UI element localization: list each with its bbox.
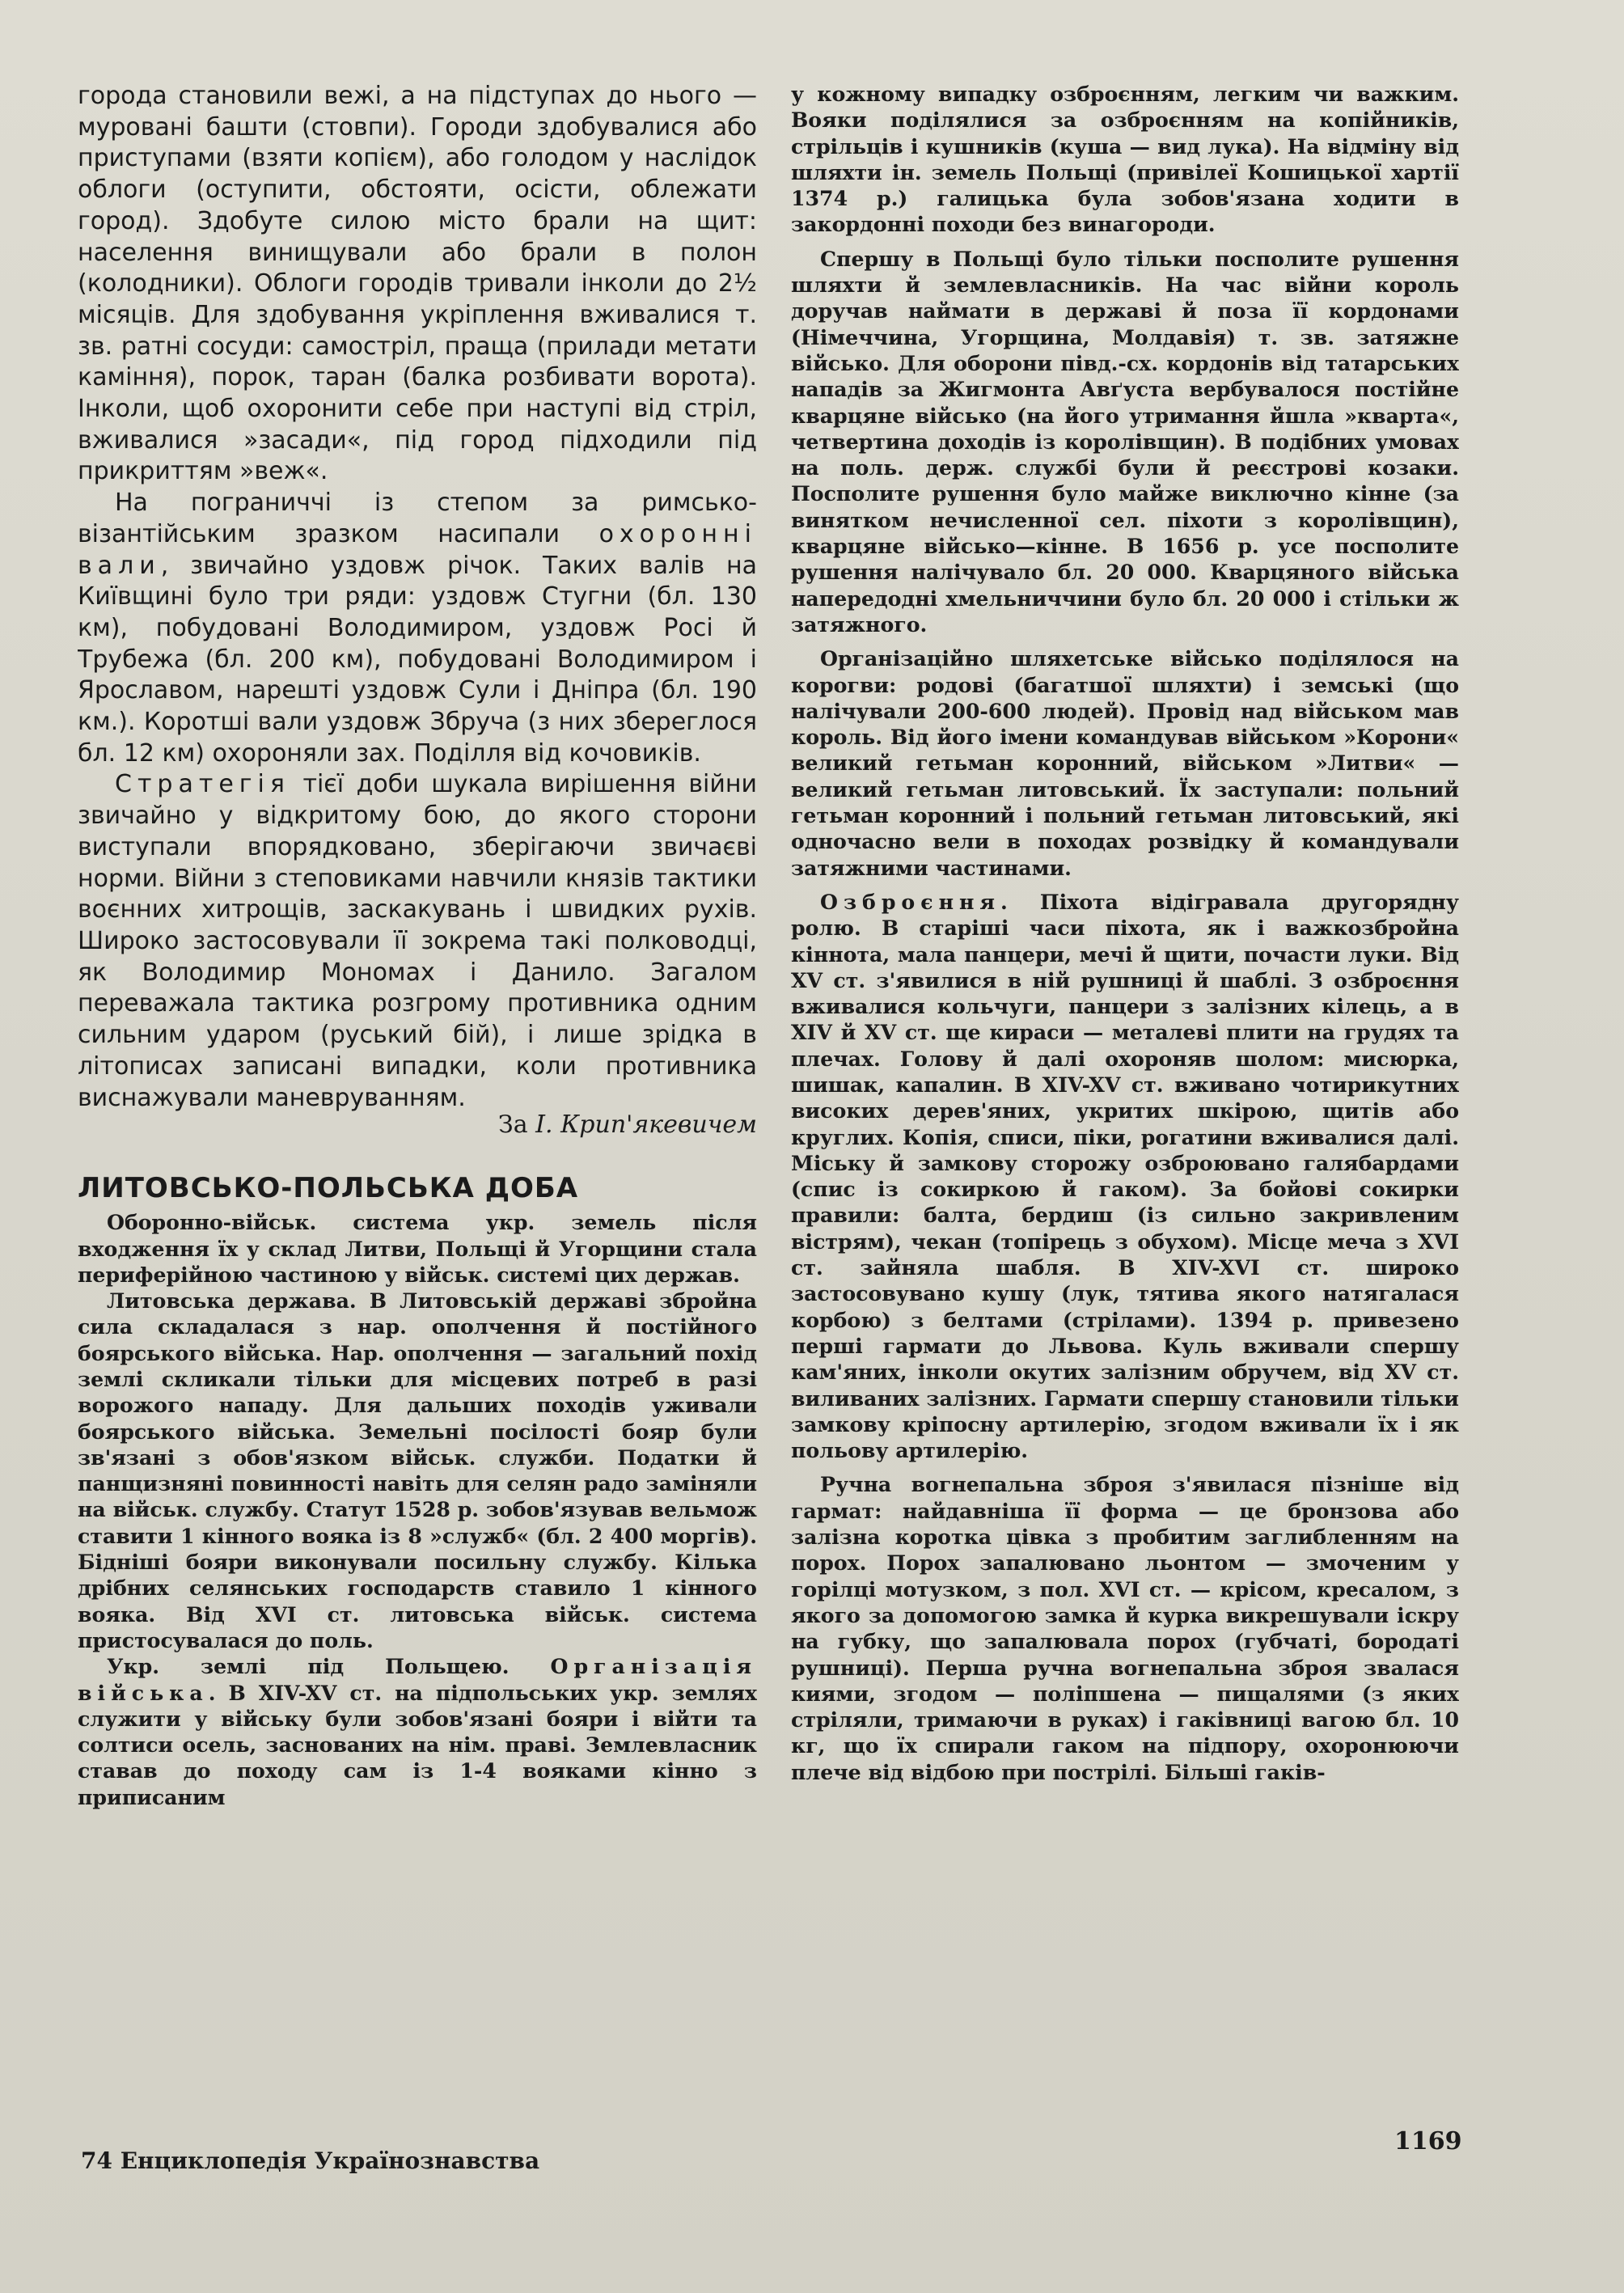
spaced-term: Стратегія: [115, 770, 290, 799]
paragraph: [791, 889, 1459, 1464]
spaced-term: охоронні вали: [78, 519, 757, 580]
paragraph: Литовська держава. В Литовській державі збройна сила складалася з нар. ополчення й постійного боярського війська. Нар. ополчення — загальний похід землі скликали тільки для місцевих потреб в разі ворожого нападу. Для дальших походів уживали боярського війська. Земельні посілості бояр були зв'язані з обов'язком військ. служби. Податки й панщизняні повинності навіть для селян радо заміняли на військ. службу. Статут 1528 р. зобов'язував вельмож ставити 1 кінного вояка із 8 »служб« (бл. 2 400 моргів). Бідніші бояри виконували посильну службу. Кілька дрібних селянських господарств ставило 1 кінного вояка. Від XVI ст. литовська військ. система пристосувалася до поль.: [78, 1288, 757, 1652]
spaced-term: Організація війська: [78, 1654, 757, 1705]
paragraph: у кожному випадку озброєнням, легким чи важким. Вояки поділялися за озброєнням на копійників, стрільців і кушників (куша — вид лука). На відміну від шляхти ін. земель Польщі (привілеї Кошицької хартії 1374 р.) галицька була зобов'язана ходити в закордонні походи без винагороди.: [791, 82, 1459, 237]
attribution: [78, 1109, 757, 1141]
paragraph: Оборонно-військ. система укр. земель після входження їх у склад Литви, Польщі й Угорщини стала периферійною частиною у військ. системі цих держав.: [78, 1210, 757, 1287]
small-text-block: [78, 1209, 757, 1810]
paragraph: [78, 488, 757, 769]
paragraph: Організаційно шляхетське військо поділялося на корогви: родові (багатшої шляхти) і земські (що налічували 200-600 людей). Провід над військом мав король. Від його імени командував військом »Корони« великий гетьман коронний, військом »Литви« — великий гетьман литовський. Їх заступали: польний гетьман коронний і польний гетьман литовський, які одночасно вели в походах розвідку й командували затяжними частинами.: [791, 646, 1459, 880]
paragraph: [78, 769, 757, 1114]
paragraph-text: тієї доби шукала вирішення війни звичайно у відкритому бою, до якого сторони виступали впорядковано, зберігаючи звичаєві норми. Війни з степовиками навчили князів тактики воєнних хитрощів, заскакувань і швидких рухів. Широко застосовували її зокрема такі полководці, як Володимир Мономах і Данило. Загалом переважала тактика розгрому противника одним сильним ударом (руський бій), і лише зрідка в літописах записані випадки, коли противника виснажували маневруванням.: [78, 770, 757, 1112]
attribution-prefix: За: [498, 1111, 536, 1140]
paragraph-text: . В XIV-XV ст. на підпольських укр. землях служити у війську були зобов'язані бояри і війти та солтиси осель, заснованих на нім. праві. Землевласник ставав до походу сам із 1-4 вояками кінно з приписаним: [78, 1680, 757, 1809]
section-title: ЛИТОВСЬКО-ПОЛЬСЬКА ДОБА: [78, 1172, 579, 1205]
spaced-term: Озброєння: [820, 889, 1001, 914]
page-number: 1169: [1394, 2127, 1462, 2156]
paragraph-text: , звичайно уздовж річок. Таких валів на Київщині було три ряди: уздовж Стугни (бл. 130 км), побудовані Володимиром, уздовж Росі й Трубежа (бл. 200 км), побудовані Володимиром і Ярославом, нарешті уздовж Сули і Дніпра (бл. 190 км.). Коротші вали уздовж Збруча (з них збереглося бл. 12 км) охороняли зах. Поділля від кочовиків.: [78, 551, 757, 768]
footer-signature: 74 Енциклопедія Українознавства: [81, 2147, 540, 2174]
paragraph-text: На пограниччі із степом за римсько-візантійським зразком насипали: [78, 489, 757, 548]
right-column: [791, 81, 1459, 1785]
paragraph-text: Укр. землі під Польщею.: [107, 1654, 551, 1679]
paragraph: Спершу в Польщі було тільки посполите рушення шляхти й землевласників. На час війни король доручав наймати в державі й поза її кордонами (Німеччина, Угорщина, Молдавія) т. зв. затяжне військо. Для оборони півд.-сх. кордонів від татарських нападів за Жигмонта Авґуста вербувалося постійне кварцяне військо (на його утримання йшла »кварта«, четвертина доходів із королівщин). В подібних умовах на поль. держ. службі були й реєстрові козаки. Посполите рушення було майже виключно кінне (за винятком нечисленної сел. піхоти з королівщин), кварцяне військо—кінне. В 1656 р. усе посполите рушення налічувало бл. 20 000. Кварцяного війська напередодні хмельниччини було бл. 20 000 і стільки ж затяжного.: [791, 246, 1459, 637]
paragraph: [78, 1653, 757, 1810]
paragraph: Ручна вогнепальна зброя з'явилася пізніше від гармат: найдавніша її форма — це бронзова або залізна коротка цівка з пробитим заглибленням на порох. Порох запалювано льонтом — змоченим у горілці мотузком, з пол. XVI ст. — крісом, кресалом, з якого за допомогою замка й курка викрешували іскру на губку, що запалювала порох (губчаті, бородаті рушниці). Перша ручна вогнепальна зброя звалася киями, згодом — поліпшена — пищалями (з яких стріляли, тримаючи в руках) і гаківниці вагою бл. 10 кг, що їх спирали гаком на підпору, охоронюючи плече від відбою при пострілі. Більші гаків-: [791, 1472, 1459, 1784]
small-text-block: [791, 81, 1459, 1785]
attribution-author: І. Крип'якевичем: [535, 1111, 757, 1140]
left-column: [78, 81, 757, 1810]
paragraph-text: . Піхота відігравала другорядну ролю. В старіші часи піхота, як і важкозбройна кіннота, мала панцери, мечі й щити, почасти луки. Від XV ст. з'явилися в ній рушниці й шаблі. З озброєння вживалися кольчуги, панцери з залізних кілець, а в XIV й XV ст. ще кираси — металеві плити на грудях та плечах. Голову й далі охороняв шолом: мисюрка, шишак, капалин. В XIV-XV ст. вживано чотирикутних високих дерев'яних, укритих шкірою, щитів або круглих. Копія, списи, піки, рогатини вживалися далі. Міську й замкову сторожу озброювано галябардами (спис із сокиркою й гаком). За бойові сокирки правили: балта, бердиш (із сильно закривленим вістрям), чекан (топірець з обухом). Місце меча з XVI ст. зайняла шабля. В XIV-XVI ст. широко застосовувано кушу (лук, тятива якого натягалася корбою) з белтами (стрілами). 1394 р. привезено перші гармати до Львова. Куль вживали спершу кам'яних, інколи окутих залізним обручем, від XV ст. виливаних залізних. Гармати спершу становили тільки замкову кріпосну артилерію, згодом вживали їх і як польову артилерію.: [791, 889, 1459, 1463]
paragraph: города становили вежі, а на підступах до нього — муровані башти (стовпи). Городи здобувалися або приступами (взяти копієм), або голодом у наслідок облоги (оступити, обстояти, осісти, облежати город). Здобуте силою місто брали на щит: населення винищували або брали в полон (колодники). Облоги городів тривали інколи до 2½ місяців. Для здобування укріплення вживалися т. зв. ратні сосуди: самостріл, праща (прилади метати каміння), порок, таран (балка розбивати ворота). Інколи, щоб охоронити себе при наступі від стріл, вживалися »засади«, під город підходили під прикриттям »веж«.: [78, 82, 757, 486]
large-text-block: [78, 81, 757, 1141]
